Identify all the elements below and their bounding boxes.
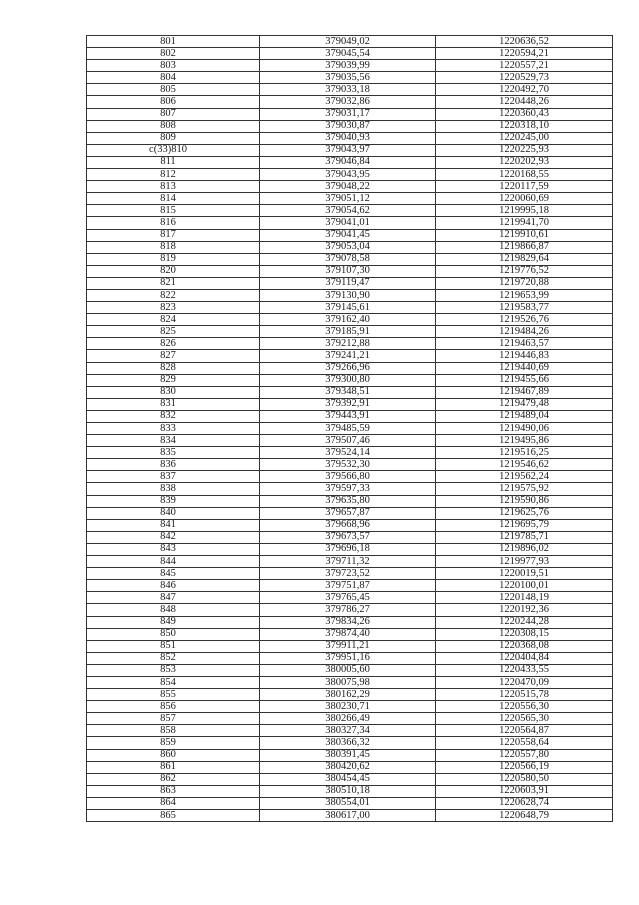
- table-row: [87, 144, 613, 156]
- x-coordinate-cell: 379041,01: [260, 217, 436, 229]
- table-row: [87, 556, 613, 568]
- y-coordinate-cell: 1219695,79: [436, 519, 613, 531]
- y-coordinate-cell: 1220492,70: [436, 84, 613, 96]
- point-number-cell: 832: [87, 410, 260, 422]
- table-row: [87, 338, 613, 350]
- y-coordinate-cell: 1219440,69: [436, 362, 613, 374]
- point-number-cell: 815: [87, 205, 260, 217]
- y-coordinate-cell: 1219583,77: [436, 302, 613, 314]
- point-number-cell: 843: [87, 543, 260, 555]
- x-coordinate-cell: 379145,61: [260, 302, 436, 314]
- table-row: [87, 374, 613, 386]
- point-number-cell: 834: [87, 435, 260, 447]
- x-coordinate-cell: 380391,45: [260, 749, 436, 761]
- table-row: [87, 435, 613, 447]
- table-row: [87, 568, 613, 580]
- table-row: [87, 628, 613, 640]
- x-coordinate-cell: 379751,87: [260, 580, 436, 592]
- table-row: [87, 205, 613, 217]
- y-coordinate-cell: 1220100,01: [436, 580, 613, 592]
- x-coordinate-cell: 380617,00: [260, 810, 436, 822]
- x-coordinate-cell: 379566,80: [260, 471, 436, 483]
- y-coordinate-cell: 1220360,43: [436, 108, 613, 120]
- y-coordinate-cell: 1220529,73: [436, 72, 613, 84]
- table-row: [87, 60, 613, 72]
- point-number-cell: 853: [87, 664, 260, 676]
- x-coordinate-cell: 379911,21: [260, 640, 436, 652]
- x-coordinate-cell: 379696,18: [260, 543, 436, 555]
- point-number-cell: 855: [87, 689, 260, 701]
- point-number-cell: 801: [87, 36, 260, 48]
- table-row: [87, 459, 613, 471]
- y-coordinate-cell: 1220515,78: [436, 689, 613, 701]
- x-coordinate-cell: 380327,34: [260, 725, 436, 737]
- table-row: [87, 543, 613, 555]
- y-coordinate-cell: 1220168,55: [436, 169, 613, 181]
- table-row: [87, 217, 613, 229]
- point-number-cell: 824: [87, 314, 260, 326]
- y-coordinate-cell: 1219526,76: [436, 314, 613, 326]
- point-number-cell: 828: [87, 362, 260, 374]
- table-row: [87, 156, 613, 168]
- y-coordinate-cell: 1219977,93: [436, 556, 613, 568]
- y-coordinate-cell: 1219625,76: [436, 507, 613, 519]
- x-coordinate-cell: 380005,60: [260, 664, 436, 676]
- table-row: [87, 713, 613, 725]
- table-row: [87, 362, 613, 374]
- y-coordinate-cell: 1220433,55: [436, 664, 613, 676]
- point-number-cell: 811: [87, 156, 260, 168]
- y-coordinate-cell: 1219785,71: [436, 531, 613, 543]
- x-coordinate-cell: 379657,87: [260, 507, 436, 519]
- y-coordinate-cell: 1220404,84: [436, 652, 613, 664]
- table-row: [87, 785, 613, 797]
- x-coordinate-cell: 379635,80: [260, 495, 436, 507]
- table-row: [87, 350, 613, 362]
- point-number-cell: 821: [87, 277, 260, 289]
- y-coordinate-cell: 1220594,21: [436, 48, 613, 60]
- x-coordinate-cell: 379051,12: [260, 193, 436, 205]
- x-coordinate-cell: 379668,96: [260, 519, 436, 531]
- point-number-cell: 863: [87, 785, 260, 797]
- table-row: [87, 664, 613, 676]
- y-coordinate-cell: 1219720,88: [436, 277, 613, 289]
- x-coordinate-cell: 379485,59: [260, 423, 436, 435]
- coordinates-table: [86, 35, 613, 822]
- x-coordinate-cell: 379119,47: [260, 277, 436, 289]
- table-row: [87, 229, 613, 241]
- x-coordinate-cell: 380162,29: [260, 689, 436, 701]
- point-number-cell: 845: [87, 568, 260, 580]
- table-row: [87, 241, 613, 253]
- y-coordinate-cell: 1220564,87: [436, 725, 613, 737]
- point-number-cell: 830: [87, 386, 260, 398]
- point-number-cell: 848: [87, 604, 260, 616]
- table-row: [87, 302, 613, 314]
- x-coordinate-cell: 379532,30: [260, 459, 436, 471]
- y-coordinate-cell: 1219896,02: [436, 543, 613, 555]
- table-row: [87, 398, 613, 410]
- table-row: [87, 810, 613, 822]
- x-coordinate-cell: 379041,45: [260, 229, 436, 241]
- table-row: [87, 289, 613, 301]
- x-coordinate-cell: 380366,32: [260, 737, 436, 749]
- table-row: [87, 265, 613, 277]
- point-number-cell: 833: [87, 423, 260, 435]
- y-coordinate-cell: 1220470,09: [436, 676, 613, 688]
- y-coordinate-cell: 1220558,64: [436, 737, 613, 749]
- table-row: [87, 314, 613, 326]
- x-coordinate-cell: 379834,26: [260, 616, 436, 628]
- y-coordinate-cell: 1220192,36: [436, 604, 613, 616]
- x-coordinate-cell: 379951,16: [260, 652, 436, 664]
- point-number-cell: 807: [87, 108, 260, 120]
- table-row: [87, 592, 613, 604]
- x-coordinate-cell: 379443,91: [260, 410, 436, 422]
- x-coordinate-cell: 379300,80: [260, 374, 436, 386]
- x-coordinate-cell: 380420,62: [260, 761, 436, 773]
- table-row: [87, 689, 613, 701]
- table-row: [87, 725, 613, 737]
- table-row: [87, 169, 613, 181]
- table-row: [87, 616, 613, 628]
- point-number-cell: 819: [87, 253, 260, 265]
- x-coordinate-cell: 379054,62: [260, 205, 436, 217]
- table-row: [87, 386, 613, 398]
- point-number-cell: 826: [87, 338, 260, 350]
- point-number-cell: 837: [87, 471, 260, 483]
- x-coordinate-cell: 379048,22: [260, 181, 436, 193]
- y-coordinate-cell: 1220318,10: [436, 120, 613, 132]
- x-coordinate-cell: 379032,86: [260, 96, 436, 108]
- table-row: [87, 676, 613, 688]
- point-number-cell: 861: [87, 761, 260, 773]
- table-row: [87, 84, 613, 96]
- y-coordinate-cell: 1219546,62: [436, 459, 613, 471]
- y-coordinate-cell: 1220448,26: [436, 96, 613, 108]
- point-number-cell: 859: [87, 737, 260, 749]
- x-coordinate-cell: 379241,21: [260, 350, 436, 362]
- y-coordinate-cell: 1219490,06: [436, 423, 613, 435]
- y-coordinate-cell: 1220148,19: [436, 592, 613, 604]
- x-coordinate-cell: 379524,14: [260, 447, 436, 459]
- table-row: [87, 48, 613, 60]
- x-coordinate-cell: 379212,88: [260, 338, 436, 350]
- table-row: [87, 181, 613, 193]
- x-coordinate-cell: 380454,45: [260, 773, 436, 785]
- y-coordinate-cell: 1219776,52: [436, 265, 613, 277]
- x-coordinate-cell: 379046,84: [260, 156, 436, 168]
- point-number-cell: 809: [87, 132, 260, 144]
- x-coordinate-cell: 379673,57: [260, 531, 436, 543]
- y-coordinate-cell: 1219575,92: [436, 483, 613, 495]
- y-coordinate-cell: 1219479,48: [436, 398, 613, 410]
- table-row: [87, 326, 613, 338]
- point-number-cell: 823: [87, 302, 260, 314]
- point-number-cell: 812: [87, 169, 260, 181]
- point-number-cell: 825: [87, 326, 260, 338]
- point-number-cell: 849: [87, 616, 260, 628]
- y-coordinate-cell: 1219910,61: [436, 229, 613, 241]
- point-number-cell: 818: [87, 241, 260, 253]
- x-coordinate-cell: 379039,99: [260, 60, 436, 72]
- x-coordinate-cell: 379040,93: [260, 132, 436, 144]
- table-row: [87, 423, 613, 435]
- x-coordinate-cell: 379130,90: [260, 289, 436, 301]
- x-coordinate-cell: 379723,52: [260, 568, 436, 580]
- x-coordinate-cell: 379348,51: [260, 386, 436, 398]
- table-row: [87, 410, 613, 422]
- point-number-cell: 852: [87, 652, 260, 664]
- y-coordinate-cell: 1220628,74: [436, 797, 613, 809]
- table-row: [87, 483, 613, 495]
- y-coordinate-cell: 1219467,89: [436, 386, 613, 398]
- point-number-cell: 820: [87, 265, 260, 277]
- x-coordinate-cell: 379033,18: [260, 84, 436, 96]
- y-coordinate-cell: 1220557,80: [436, 749, 613, 761]
- point-number-cell: 838: [87, 483, 260, 495]
- point-number-cell: 864: [87, 797, 260, 809]
- x-coordinate-cell: 379185,91: [260, 326, 436, 338]
- y-coordinate-cell: 1219829,64: [436, 253, 613, 265]
- y-coordinate-cell: 1220368,08: [436, 640, 613, 652]
- y-coordinate-cell: 1220580,50: [436, 773, 613, 785]
- point-number-cell: 817: [87, 229, 260, 241]
- table-row: [87, 36, 613, 48]
- point-number-cell: 827: [87, 350, 260, 362]
- table-row: [87, 652, 613, 664]
- point-number-cell: 857: [87, 713, 260, 725]
- x-coordinate-cell: 379392,91: [260, 398, 436, 410]
- table-row: [87, 701, 613, 713]
- point-number-cell: 808: [87, 120, 260, 132]
- point-number-cell: 816: [87, 217, 260, 229]
- x-coordinate-cell: 380510,18: [260, 785, 436, 797]
- x-coordinate-cell: 380075,98: [260, 676, 436, 688]
- x-coordinate-cell: 379045,54: [260, 48, 436, 60]
- x-coordinate-cell: 379597,33: [260, 483, 436, 495]
- y-coordinate-cell: 1220636,52: [436, 36, 613, 48]
- table-row: [87, 193, 613, 205]
- x-coordinate-cell: 379874,40: [260, 628, 436, 640]
- x-coordinate-cell: 380266,49: [260, 713, 436, 725]
- x-coordinate-cell: 379507,46: [260, 435, 436, 447]
- point-number-cell: 854: [87, 676, 260, 688]
- point-number-cell: 860: [87, 749, 260, 761]
- y-coordinate-cell: 1220648,79: [436, 810, 613, 822]
- y-coordinate-cell: 1219516,25: [436, 447, 613, 459]
- point-number-cell: 841: [87, 519, 260, 531]
- table-row: [87, 96, 613, 108]
- point-number-cell: 822: [87, 289, 260, 301]
- table-row: [87, 773, 613, 785]
- y-coordinate-cell: 1220225,93: [436, 144, 613, 156]
- y-coordinate-cell: 1220308,15: [436, 628, 613, 640]
- y-coordinate-cell: 1219562,24: [436, 471, 613, 483]
- x-coordinate-cell: 379711,32: [260, 556, 436, 568]
- y-coordinate-cell: 1219489,04: [436, 410, 613, 422]
- x-coordinate-cell: 379030,87: [260, 120, 436, 132]
- table-row: [87, 108, 613, 120]
- y-coordinate-cell: 1219941,70: [436, 217, 613, 229]
- point-number-cell: 814: [87, 193, 260, 205]
- point-number-cell: 856: [87, 701, 260, 713]
- point-number-cell: 846: [87, 580, 260, 592]
- x-coordinate-cell: 379043,97: [260, 144, 436, 156]
- y-coordinate-cell: 1219590,86: [436, 495, 613, 507]
- y-coordinate-cell: 1219463,57: [436, 338, 613, 350]
- point-number-cell: 813: [87, 181, 260, 193]
- table-row: [87, 447, 613, 459]
- table-row: [87, 132, 613, 144]
- point-number-cell: 851: [87, 640, 260, 652]
- x-coordinate-cell: 379107,30: [260, 265, 436, 277]
- point-number-cell: 805: [87, 84, 260, 96]
- point-number-cell: 831: [87, 398, 260, 410]
- point-number-cell: 802: [87, 48, 260, 60]
- y-coordinate-cell: 1220557,21: [436, 60, 613, 72]
- y-coordinate-cell: 1219495,86: [436, 435, 613, 447]
- table-row: [87, 737, 613, 749]
- table-row: [87, 761, 613, 773]
- point-number-cell: 839: [87, 495, 260, 507]
- point-number-cell: 829: [87, 374, 260, 386]
- point-number-cell: 862: [87, 773, 260, 785]
- x-coordinate-cell: 379765,45: [260, 592, 436, 604]
- x-coordinate-cell: 379078,58: [260, 253, 436, 265]
- point-number-cell: c(33)810: [87, 144, 260, 156]
- point-number-cell: 865: [87, 810, 260, 822]
- y-coordinate-cell: 1219995,18: [436, 205, 613, 217]
- point-number-cell: 806: [87, 96, 260, 108]
- y-coordinate-cell: 1219653,99: [436, 289, 613, 301]
- table-row: [87, 580, 613, 592]
- table-row: [87, 471, 613, 483]
- table-row: [87, 72, 613, 84]
- y-coordinate-cell: 1220060,69: [436, 193, 613, 205]
- point-number-cell: 804: [87, 72, 260, 84]
- y-coordinate-cell: 1219866,87: [436, 241, 613, 253]
- y-coordinate-cell: 1220566,19: [436, 761, 613, 773]
- x-coordinate-cell: 379043,95: [260, 169, 436, 181]
- coordinates-table-body: [87, 36, 613, 822]
- table-row: [87, 519, 613, 531]
- y-coordinate-cell: 1220202,93: [436, 156, 613, 168]
- x-coordinate-cell: 380230,71: [260, 701, 436, 713]
- x-coordinate-cell: 380554,01: [260, 797, 436, 809]
- x-coordinate-cell: 379031,17: [260, 108, 436, 120]
- y-coordinate-cell: 1219446,83: [436, 350, 613, 362]
- y-coordinate-cell: 1219455,66: [436, 374, 613, 386]
- x-coordinate-cell: 379266,96: [260, 362, 436, 374]
- table-row: [87, 604, 613, 616]
- table-row: [87, 749, 613, 761]
- point-number-cell: 844: [87, 556, 260, 568]
- x-coordinate-cell: 379035,56: [260, 72, 436, 84]
- y-coordinate-cell: 1220603,91: [436, 785, 613, 797]
- table-row: [87, 253, 613, 265]
- point-number-cell: 840: [87, 507, 260, 519]
- y-coordinate-cell: 1220117,59: [436, 181, 613, 193]
- y-coordinate-cell: 1220556,30: [436, 701, 613, 713]
- point-number-cell: 847: [87, 592, 260, 604]
- y-coordinate-cell: 1220019,51: [436, 568, 613, 580]
- y-coordinate-cell: 1219484,26: [436, 326, 613, 338]
- point-number-cell: 842: [87, 531, 260, 543]
- x-coordinate-cell: 379053,04: [260, 241, 436, 253]
- table-row: [87, 640, 613, 652]
- table-row: [87, 120, 613, 132]
- table-row: [87, 507, 613, 519]
- point-number-cell: 850: [87, 628, 260, 640]
- table-row: [87, 531, 613, 543]
- y-coordinate-cell: 1220244,28: [436, 616, 613, 628]
- table-row: [87, 277, 613, 289]
- point-number-cell: 836: [87, 459, 260, 471]
- x-coordinate-cell: 379786,27: [260, 604, 436, 616]
- table-row: [87, 495, 613, 507]
- x-coordinate-cell: 379049,02: [260, 36, 436, 48]
- point-number-cell: 803: [87, 60, 260, 72]
- point-number-cell: 858: [87, 725, 260, 737]
- y-coordinate-cell: 1220245,00: [436, 132, 613, 144]
- table-row: [87, 797, 613, 809]
- point-number-cell: 835: [87, 447, 260, 459]
- x-coordinate-cell: 379162,40: [260, 314, 436, 326]
- y-coordinate-cell: 1220565,30: [436, 713, 613, 725]
